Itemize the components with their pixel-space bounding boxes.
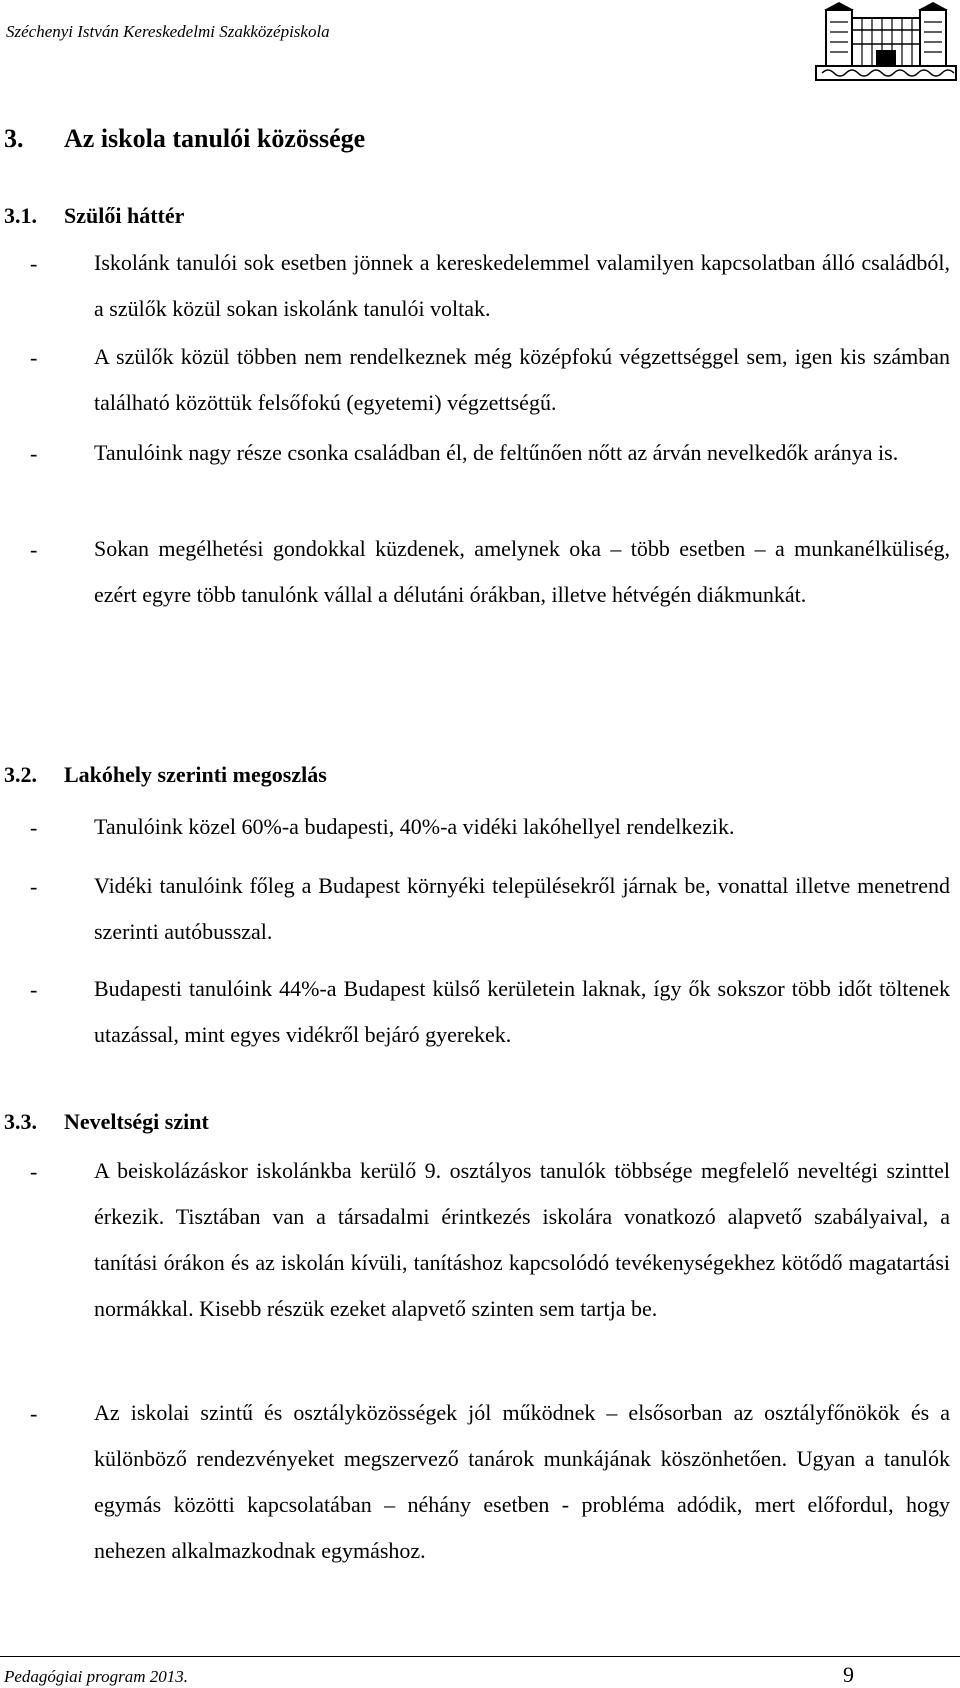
section-heading — [4, 1109, 209, 1135]
page-footer — [0, 1656, 960, 1687]
bullet-text: Budapesti tanulóink 44%-a Budapest külső kerületein laknak, így ők sokszor több időt töltenek utazással, mint egyes vidékről bejáró gyerekek. — [94, 976, 950, 1047]
bullet-dash: - — [30, 977, 38, 1002]
bullet-text: Tanulóink közel 60%-a budapesti, 40%-a vidéki lakóhellyel rendelkezik. — [94, 814, 735, 839]
chapter-number: 3. — [4, 124, 24, 153]
chapter-title: Az iskola tanulói közössége — [64, 124, 366, 153]
bullet-dash: - — [30, 345, 38, 370]
bullet-dash: - — [30, 815, 38, 840]
bullet-dash: - — [30, 251, 38, 276]
bullet-text: A szülők közül többen nem rendelkeznek még középfokú végzettséggel sem, igen kis számban található közöttük felsőfokú (egyetemi) végzettségű. — [94, 344, 950, 415]
bullet-text: A beiskolázáskor iskolánkba kerülő 9. osztályos tanulók többsége megfelelő neveltégi szinttel érkezik. Tisztában van a társadalmi érintkezés iskolára vonatkozó alapvető szabályaival, a tanítási órákon és az iskolán kívüli, tanításhoz kapcsolódó tevékenységekhez kötődő magatartási normákkal. Kisebb részük ezeket alapvető szinten sem tartja be. — [94, 1158, 950, 1321]
bullet-dash: - — [30, 441, 38, 466]
section-heading — [4, 762, 327, 788]
bullet-dash: - — [30, 1401, 38, 1426]
section-title: Lakóhely szerinti megoszlás — [64, 762, 327, 787]
school-building-logo-icon — [812, 0, 960, 84]
page-number: 9 — [843, 1662, 854, 1687]
section-number: 3.3. — [4, 1109, 37, 1134]
bullet-dash: - — [30, 1159, 38, 1184]
bullet-text: Az iskolai szintű és osztályközösségek jól működnek – elsősorban az osztályfőnökök és a különböző rendezvényeket megszervező tanárok munkájának köszönhetően. Ugyan a tanulók egymás közötti kapcsolatában – néhány esetben - probléma adódik, mert előfordul, hogy nehezen alkalmazkodnak egymáshoz. — [94, 1400, 950, 1563]
section-heading — [4, 203, 184, 229]
page-header — [0, 0, 960, 84]
section-title: Szülői háttér — [64, 203, 185, 228]
school-name: Széchenyi István Kereskedelmi Szakközépiskola — [6, 22, 330, 41]
section-number: 3.2. — [4, 762, 37, 787]
section-number: 3.1. — [4, 203, 37, 228]
footer-divider — [0, 1656, 960, 1657]
bullet-dash: - — [30, 874, 38, 899]
bullet-dash: - — [30, 537, 38, 562]
chapter-heading — [4, 124, 365, 154]
bullet-text: Tanulóink nagy része csonka családban él, de feltűnően nőtt az árván nevelkedők aránya is. — [94, 440, 899, 465]
bullet-text: Vidéki tanulóink főleg a Budapest környéki településekről járnak be, vonattal illetve menetrend szerinti autóbusszal. — [94, 873, 950, 944]
section-title: Neveltségi szint — [64, 1109, 209, 1134]
bullet-text: Iskolánk tanulói sok esetben jönnek a kereskedelemmel valamilyen kapcsolatban álló családból, a szülők közül sokan iskolánk tanulói voltak. — [94, 250, 950, 321]
footer-document-title: Pedagógiai program 2013. — [4, 1667, 189, 1686]
bullet-text: Sokan megélhetési gondokkal küzdenek, amelynek oka – több esetben – a munkanélküliség, ezért egyre több tanulónk vállal a délutáni órákban, illetve hétvégén diákmunkát. — [94, 536, 950, 607]
